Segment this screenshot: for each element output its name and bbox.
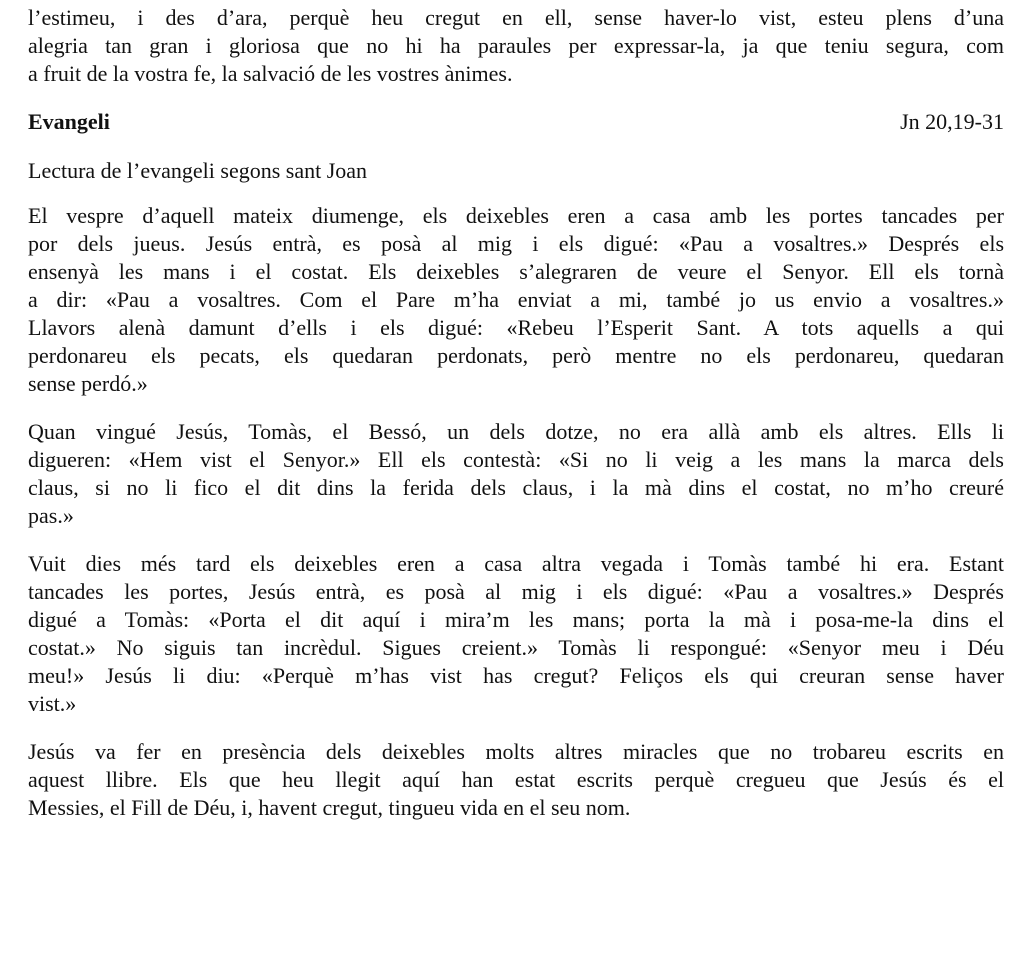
text-line: digué a Tomàs: «Porta el dit aquí i mira’m les mans; porta la mà i posa-me-la dins el <box>28 607 1004 632</box>
text-line: Messies, el Fill de Déu, i, havent cregut, tingueu vida en el seu nom. <box>28 795 631 820</box>
text-line: El vespre d’aquell mateix diumenge, els deixebles eren a casa amb les portes tancades per <box>28 203 1004 228</box>
section-title: Evangeli <box>28 109 110 134</box>
paragraph <box>28 418 1004 530</box>
scripture-reference: Jn 20,19-31 <box>900 109 1004 134</box>
text-line: por dels jueus. Jesús entrà, es posà al mig i els digué: «Pau a vosaltres.» Després els <box>28 231 1004 256</box>
section-subtitle: Lectura de l’evangeli segons sant Joan <box>28 158 368 183</box>
text-line: aquest llibre. Els que heu llegit aquí han estat escrits perquè cregueu que Jesús és el <box>28 767 1004 792</box>
text-line: digueren: «Hem vist el Senyor.» Ell els contestà: «Si no li veig a les mans la marca dels <box>28 447 1004 472</box>
paragraph <box>28 550 1004 718</box>
text-line: perdonareu els pecats, els quedaran perdonats, però mentre no els perdonareu, quedaran <box>28 343 1004 368</box>
text-line: l’estimeu, i des d’ara, perquè heu cregut en ell, sense haver-lo vist, esteu plens d’una <box>28 5 1004 30</box>
text-line: ensenyà les mans i el costat. Els deixebles s’alegraren de veure el Senyor. Ell els tornà <box>28 259 1004 284</box>
text-line: Jesús va fer en presència dels deixebles molts altres miracles que no trobareu escrits en <box>28 739 1004 764</box>
text-line: a fruit de la vostra fe, la salvació de les vostres ànimes. <box>28 61 513 86</box>
text-line: a dir: «Pau a vosaltres. Com el Pare m’ha enviat a mi, també jo us envio a vosaltres.» <box>28 287 1004 312</box>
paragraph <box>28 4 1004 88</box>
text-line: pas.» <box>28 503 74 528</box>
text-line: costat.» No siguis tan incrèdul. Sigues creient.» Tomàs li respongué: «Senyor meu i Déu <box>28 635 1004 660</box>
document-page <box>28 4 1004 842</box>
text-line: Vuit dies més tard els deixebles eren a casa altra vegada i Tomàs també hi era. Estant <box>28 551 1004 576</box>
paragraph <box>28 738 1004 822</box>
text-line: Quan vingué Jesús, Tomàs, el Bessó, un dels dotze, no era allà amb els altres. Ells li <box>28 419 1004 444</box>
text-line: vist.» <box>28 691 77 716</box>
text-line: claus, si no li fico el dit dins la ferida dels claus, i la mà dins el costat, no m’ho creuré <box>28 475 1004 500</box>
section-heading <box>28 108 1004 136</box>
text-line: sense perdó.» <box>28 371 148 396</box>
paragraph <box>28 202 1004 398</box>
text-line: Llavors alenà damunt d’ells i els digué: «Rebeu l’Esperit Sant. A tots aquells a qui <box>28 315 1004 340</box>
text-line: tancades les portes, Jesús entrà, es posà al mig i els digué: «Pau a vosaltres.» Després <box>28 579 1004 604</box>
text-line: meu!» Jesús li diu: «Perquè m’has vist has cregut? Feliços els qui creuran sense haver <box>28 663 1004 688</box>
text-line: alegria tan gran i gloriosa que no hi ha paraules per expressar-la, ja que teniu segura, com <box>28 33 1004 58</box>
